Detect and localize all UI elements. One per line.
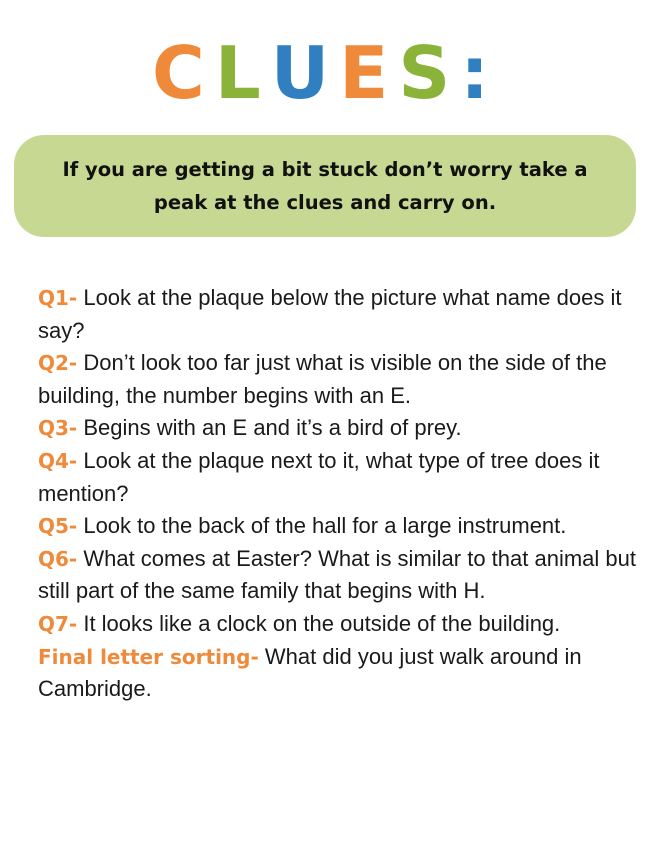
title-letter: E <box>339 31 399 115</box>
clue-item <box>38 510 638 543</box>
title-letter: : <box>460 31 500 115</box>
title-letter: L <box>214 31 271 115</box>
title-letter: U <box>270 31 340 115</box>
clue-text: Begins with an E and it’s a bird of prey. <box>77 415 462 441</box>
clue-list <box>38 282 638 706</box>
clue-label: Q5- <box>38 514 78 539</box>
clue-label: Final letter sorting- <box>38 644 259 669</box>
page-title <box>0 28 651 118</box>
clue-label: Q1- <box>38 286 78 310</box>
banner-text: If you are getting a bit stuck don’t worry take a peak at the clues and carry on. <box>62 158 588 214</box>
clue-text: Look at the plaque next to it, what type of tree does it mention? <box>38 447 600 506</box>
clue-label: Q6- <box>38 546 78 571</box>
clue-label: Q4- <box>38 448 78 473</box>
clue-item <box>38 608 638 641</box>
clue-item <box>38 543 638 608</box>
title-letter: S <box>398 31 461 115</box>
clue-text: What did you just walk around in Cambridge. <box>38 643 582 702</box>
hint-banner <box>14 135 636 237</box>
clue-item <box>38 641 638 706</box>
clue-item <box>38 347 638 412</box>
clue-text: Look to the back of the hall for a large instrument. <box>77 513 567 539</box>
clue-label: Q7- <box>38 611 78 636</box>
clue-text: Look at the plaque below the picture what name does it say? <box>38 285 622 343</box>
clue-item <box>38 445 638 510</box>
clue-text: It looks like a clock on the outside of the building. <box>77 610 561 636</box>
clue-label: Q2- <box>38 351 78 376</box>
title-letter: C <box>151 31 215 115</box>
clue-item <box>38 412 638 445</box>
clue-label: Q3- <box>38 416 78 441</box>
clue-text: Don’t look too far just what is visible on the side of the building, the number begins with an E. <box>38 350 607 408</box>
clue-text: What comes at Easter? What is similar to that animal but still part of the same family that begins with H. <box>38 545 636 604</box>
clue-item <box>38 282 638 347</box>
